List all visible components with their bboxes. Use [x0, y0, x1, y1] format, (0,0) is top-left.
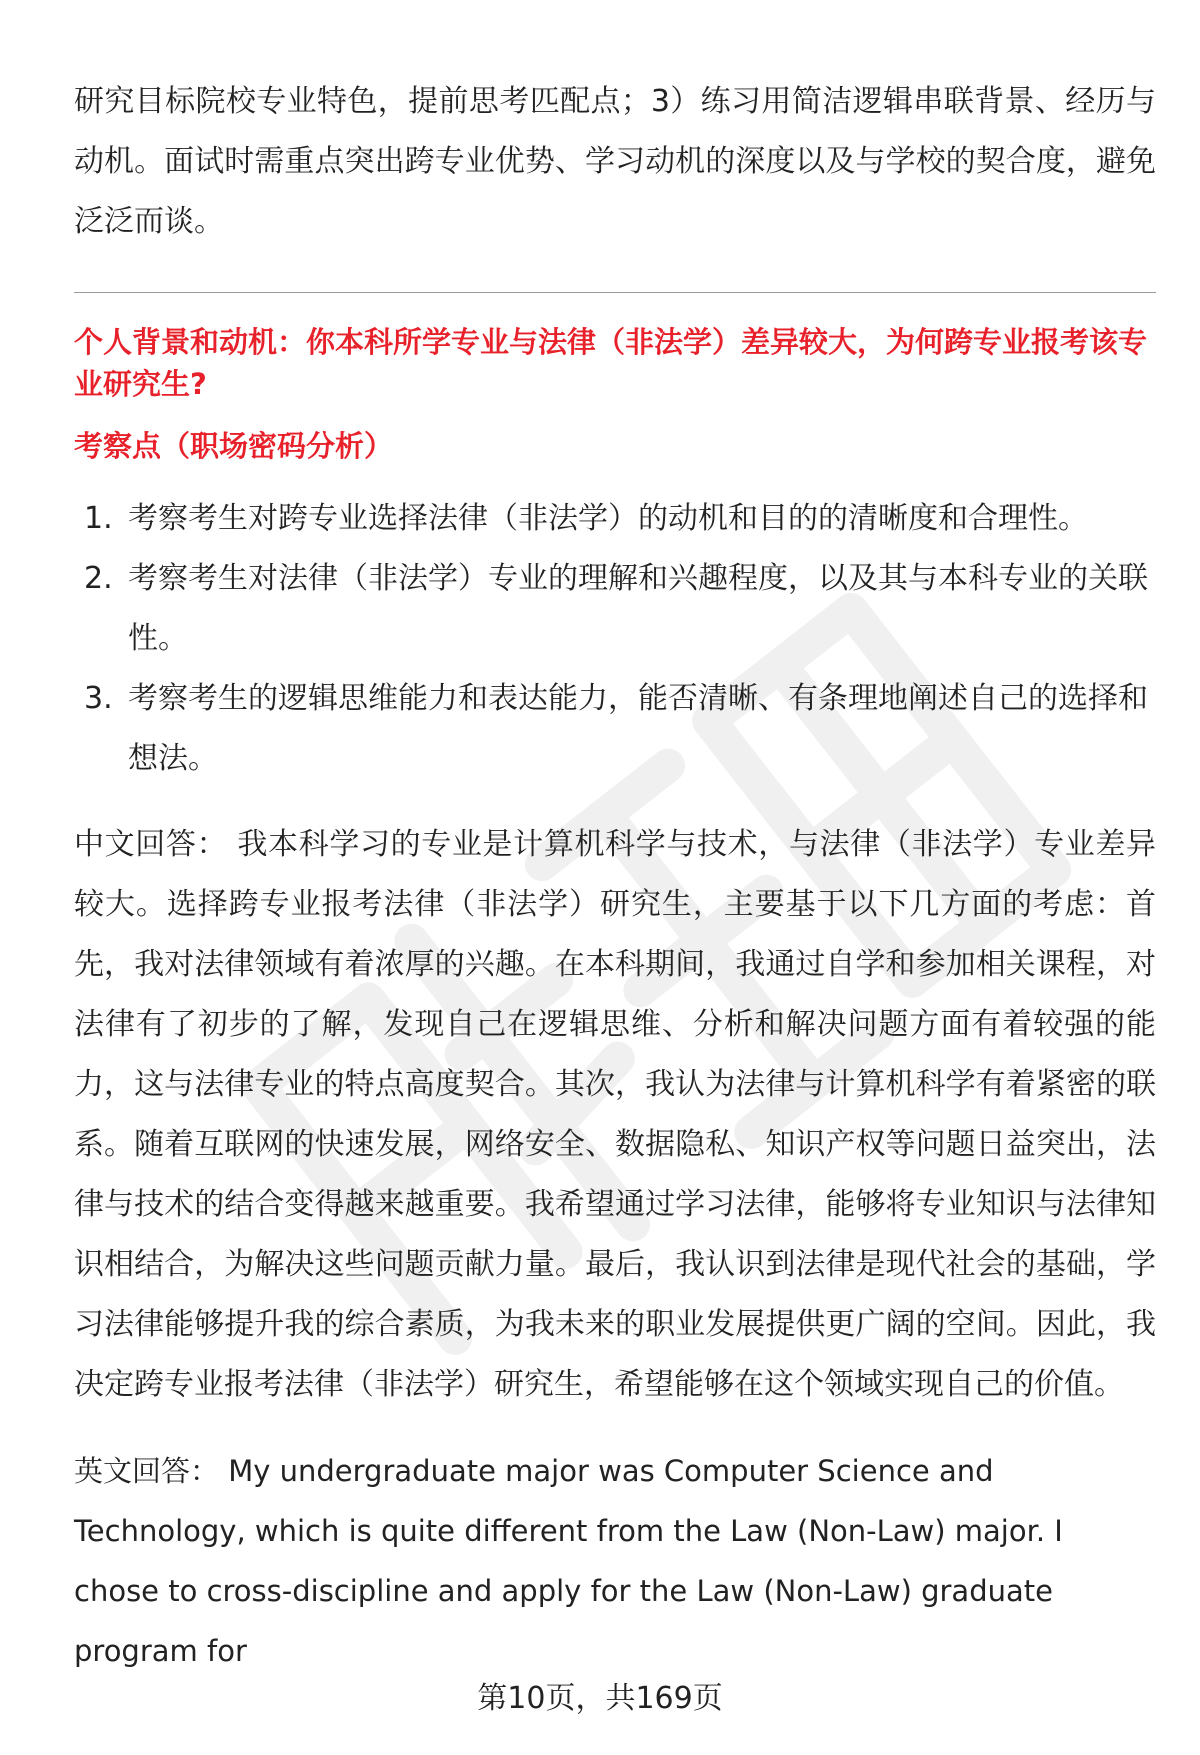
section-divider: [74, 292, 1156, 293]
list-item: [74, 489, 1156, 549]
english-answer-text: My undergraduate major was Computer Science and Technology, which is quite different from the Law (Non-Law) major. I chose to cross-discipline and apply for the Law (Non-Law) graduate program for: [74, 1454, 1063, 1668]
page-number-footer: 第10页，共169页: [477, 1681, 723, 1716]
assessment-subheading: 考察点（职场密码分析）: [74, 429, 394, 463]
list-item-number: 2.: [84, 561, 113, 596]
list-item: [74, 549, 1156, 669]
assessment-points-list: [74, 489, 1156, 789]
list-item-number: 1.: [84, 501, 113, 536]
chinese-answer-text: 我本科学习的专业是计算机科学与技术，与法律（非法学）专业差异较大。选择跨专业报考法律（非法学）研究生，主要基于以下几方面的考虑：首先，我对法律领域有着浓厚的兴趣。在本科期间，我通过自学和参加相关课程，对法律有了初步的了解，发现自己在逻辑思维、分析和解决问题方面有着较强的能力，这与法律专业的特点高度契合。其次，我认为法律与计算机科学有着紧密的联系。随着互联网的快速发展，网络安全、数据隐私、知识产权等问题日益突出，法律与技术的结合变得越来越重要。我希望通过学习法律，能够将专业知识与法律知识相结合，为解决这些问题贡献力量。最后，我认识到法律是现代社会的基础，学习法律能够提升我的综合素质，为我未来的职业发展提供更广阔的空间。因此，我决定跨专业报考法律（非法学）研究生，希望能够在这个领域实现自己的价值。: [74, 827, 1157, 1402]
question-heading: 个人背景和动机：你本科所学专业与法律（非法学）差异较大，为何跨专业报考该专业研究生?: [74, 325, 1148, 401]
english-answer-label: 英文回答：: [74, 1454, 220, 1488]
list-item-text: 考察考生对跨专业选择法律（非法学）的动机和目的的清晰度和合理性。: [128, 501, 1088, 536]
content-area: [74, 72, 1156, 1710]
list-item-number: 3.: [84, 681, 113, 716]
list-item-text: 考察考生对法律（非法学）专业的理解和兴趣程度，以及其与本科专业的关联性。: [128, 561, 1148, 656]
chinese-answer-label: 中文回答：: [74, 827, 228, 862]
list-item-text: 考察考生的逻辑思维能力和表达能力，能否清晰、有条理地阐述自己的选择和想法。: [128, 681, 1148, 776]
list-item: [74, 669, 1156, 789]
chinese-answer: [74, 815, 1156, 1415]
intro-paragraph: 研究目标院校专业特色，提前思考匹配点；3）练习用简洁逻辑串联背景、经历与动机。面试时需重点突出跨专业优势、学习动机的深度以及与学校的契合度，避免泛泛而谈。: [74, 84, 1156, 239]
english-answer: [74, 1441, 1156, 1681]
